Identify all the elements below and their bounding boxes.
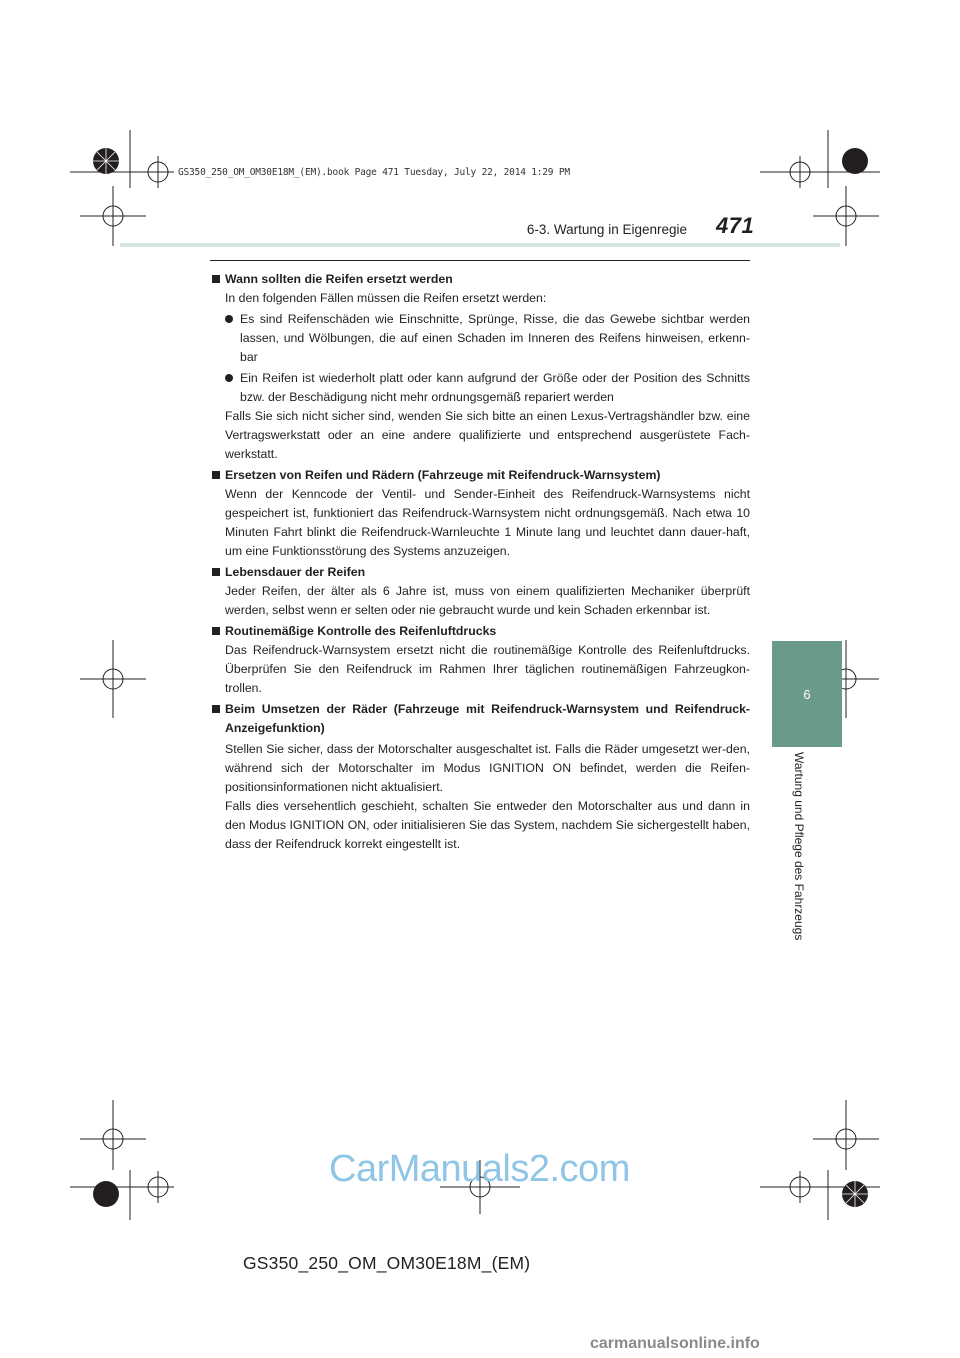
chapter-number: 6 bbox=[803, 686, 811, 702]
section-paragraph: Falls Sie sich nicht sicher sind, wenden Sie sich bitte an einen Lexus-Vertragshändler bzw. eine Vertragswerkstatt oder an eine andere qualifizierte und entsprechend ausgerüstete Fach-werkstatt. bbox=[225, 409, 750, 461]
square-bullet-icon bbox=[212, 275, 220, 283]
section-paragraph: Falls dies versehentlich geschieht, schalten Sie entweder den Motorschalter aus und dann in den Modus IGNITION ON, oder initialisieren Sie das System, nachdem Sie sichergestellt haben, dass der Reifendruck korrekt eingestellt ist. bbox=[225, 799, 750, 851]
section-paragraph: Das Reifendruck-Warnsystem ersetzt nicht die routinemäßige Kontrolle des Reifenluftdrucks. Überprüfen Sie den Reifendruck im Rahmen Ihrer täglichen routinemäßigen Fahrzeugkon-trollen. bbox=[225, 643, 750, 695]
section-heading: Wann sollten die Reifen ersetzt werden bbox=[210, 270, 750, 289]
chapter-title: Wartung und Pflege des Fahrzeugs bbox=[792, 752, 806, 941]
book-file-info: GS350_250_OM_OM30E18M_(EM).book Page 471 Tuesday, July 22, 2014 1:29 PM bbox=[178, 167, 570, 178]
round-bullet-icon bbox=[225, 374, 233, 382]
chapter-tab bbox=[772, 641, 842, 747]
page-body bbox=[210, 268, 750, 854]
list-item: Ein Reifen ist wiederholt platt oder kann aufgrund der Größe oder der Position des Schnitts bzw. der Beschädigung nicht mehr ordnungsgemäß repariert werden bbox=[210, 369, 750, 407]
section-heading: Lebensdauer der Reifen bbox=[210, 563, 750, 582]
square-bullet-icon bbox=[212, 568, 220, 576]
watermark-link[interactable]: CarManuals2.com bbox=[329, 1148, 630, 1190]
section-paragraph: Wenn der Kenncode der Ventil- und Sender-Einheit des Reifendruck-Warnsystems nicht gespeichert ist, funktioniert das Reifendruck-Warnsystem nicht ordnungsgemäß. Nach etwa 10 Minuten Fahrt blinkt die Reifendruck-Warnleuchte 1 Minute lang und leuchtet dann dauer-haft, um eine Funktionsstörung des Systems anzuzeigen. bbox=[225, 487, 750, 558]
section-heading: Ersetzen von Reifen und Rädern (Fahrzeuge mit Reifendruck-Warnsystem) bbox=[210, 466, 750, 485]
list-item: Es sind Reifenschäden wie Einschnitte, Sprünge, Risse, die das Gewebe sichtbar werden lassen, und Wölbungen, die auf einen Schaden im Inneren des Reifens hinweisen, erkenn-bar bbox=[210, 310, 750, 367]
watermark-footer-link[interactable]: carmanualsonline.info bbox=[590, 1335, 760, 1352]
header-band bbox=[120, 243, 840, 247]
section-heading: Routinemäßige Kontrolle des Reifenluftdrucks bbox=[210, 622, 750, 641]
section-title: 6-3. Wartung in Eigenregie bbox=[526, 222, 687, 237]
square-bullet-icon bbox=[212, 471, 220, 479]
section-paragraph: Stellen Sie sicher, dass der Motorschalter ausgeschaltet ist. Falls die Räder umgesetzt wer-den, während sich der Motorschalter im Modus IGNITION ON befindet, werden die Reifen-positionsinformationen nicht aktualisiert. bbox=[225, 742, 750, 794]
footer-code: GS350_250_OM_OM30E18M_(EM) bbox=[243, 1253, 531, 1273]
page-number: 471 bbox=[716, 213, 755, 238]
section-paragraph: Jeder Reifen, der älter als 6 Jahre ist, muss von einem qualifizierten Mechaniker überprüft werden, selbst wenn er selten oder nie gebraucht wurde und kein Schaden erkennbar ist. bbox=[225, 584, 750, 617]
content-top-rule bbox=[210, 260, 750, 261]
square-bullet-icon bbox=[212, 705, 220, 713]
round-bullet-icon bbox=[225, 315, 233, 323]
section-heading: Beim Umsetzen der Räder (Fahrzeuge mit Reifendruck-Warnsystem und Reifendruck-Anzeigefunktion) bbox=[210, 700, 750, 738]
section-intro: In den folgenden Fällen müssen die Reifen ersetzt werden: bbox=[225, 291, 547, 305]
square-bullet-icon bbox=[212, 627, 220, 635]
